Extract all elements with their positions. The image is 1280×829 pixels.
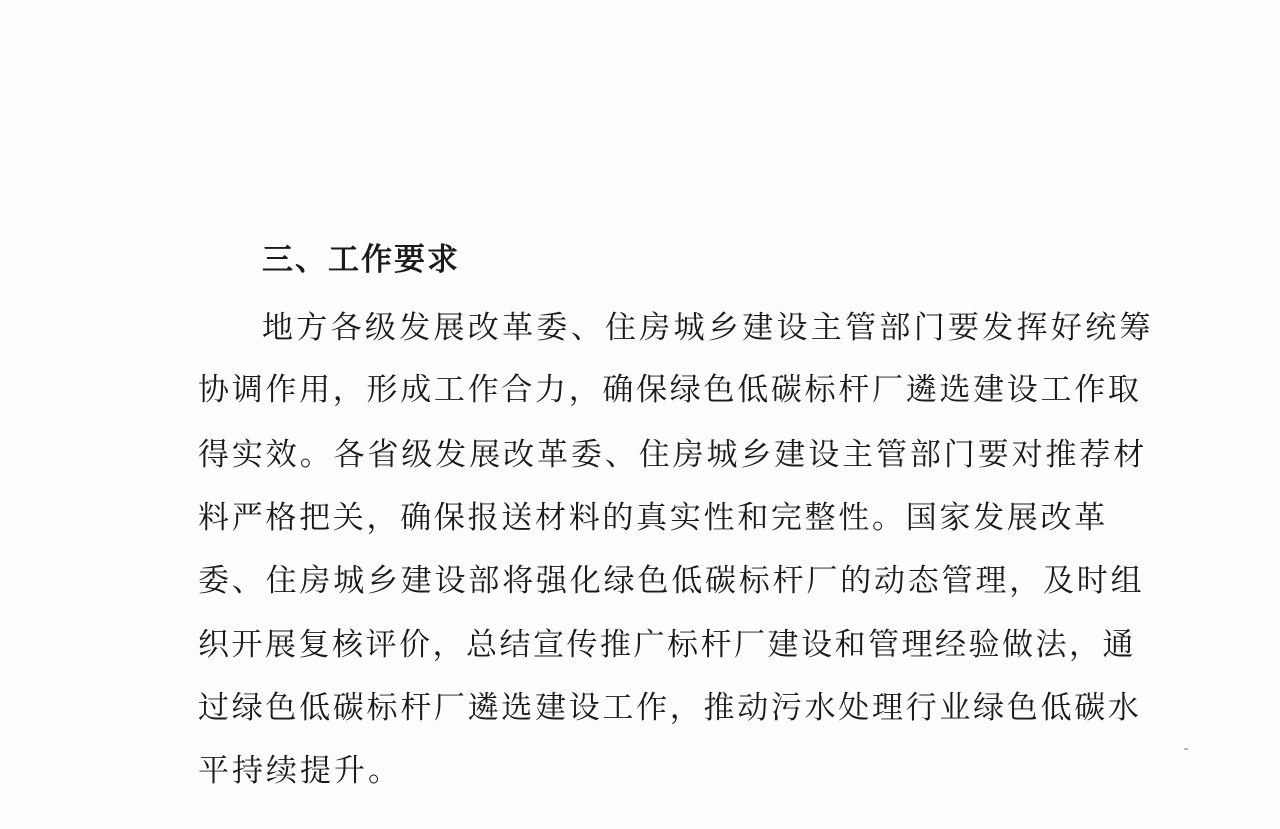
paragraph-line-2: 协调作用，形成工作合力，确保绿色低碳标杆厂遴选建设工作取 [198,372,1142,408]
paragraph-line-7: 过绿色低碳标杆厂遴选建设工作，推动污水处理行业绿色低碳水 [198,690,1142,726]
section-heading: 三、工作要求 [262,242,460,278]
paragraph-line-4: 料严格把关，确保报送材料的真实性和完整性。国家发展改革 [198,500,1108,536]
paragraph-line-1: 地方各级发展改革委、住房城乡建设主管部门要发挥好统筹 [262,310,1154,346]
paragraph-line-5: 委、住房城乡建设部将强化绿色低碳标杆厂的动态管理，及时组 [198,563,1145,599]
paragraph-line-6: 织开展复核评价，总结宣传推广标杆厂建设和管理经验做法，通 [198,627,1136,663]
paragraph-line-8: 平持续提升。 [198,753,402,789]
paragraph-line-3: 得实效。各省级发展改革委、住房城乡建设主管部门要对推荐材 [198,437,1148,473]
scan-speck [1184,748,1188,750]
